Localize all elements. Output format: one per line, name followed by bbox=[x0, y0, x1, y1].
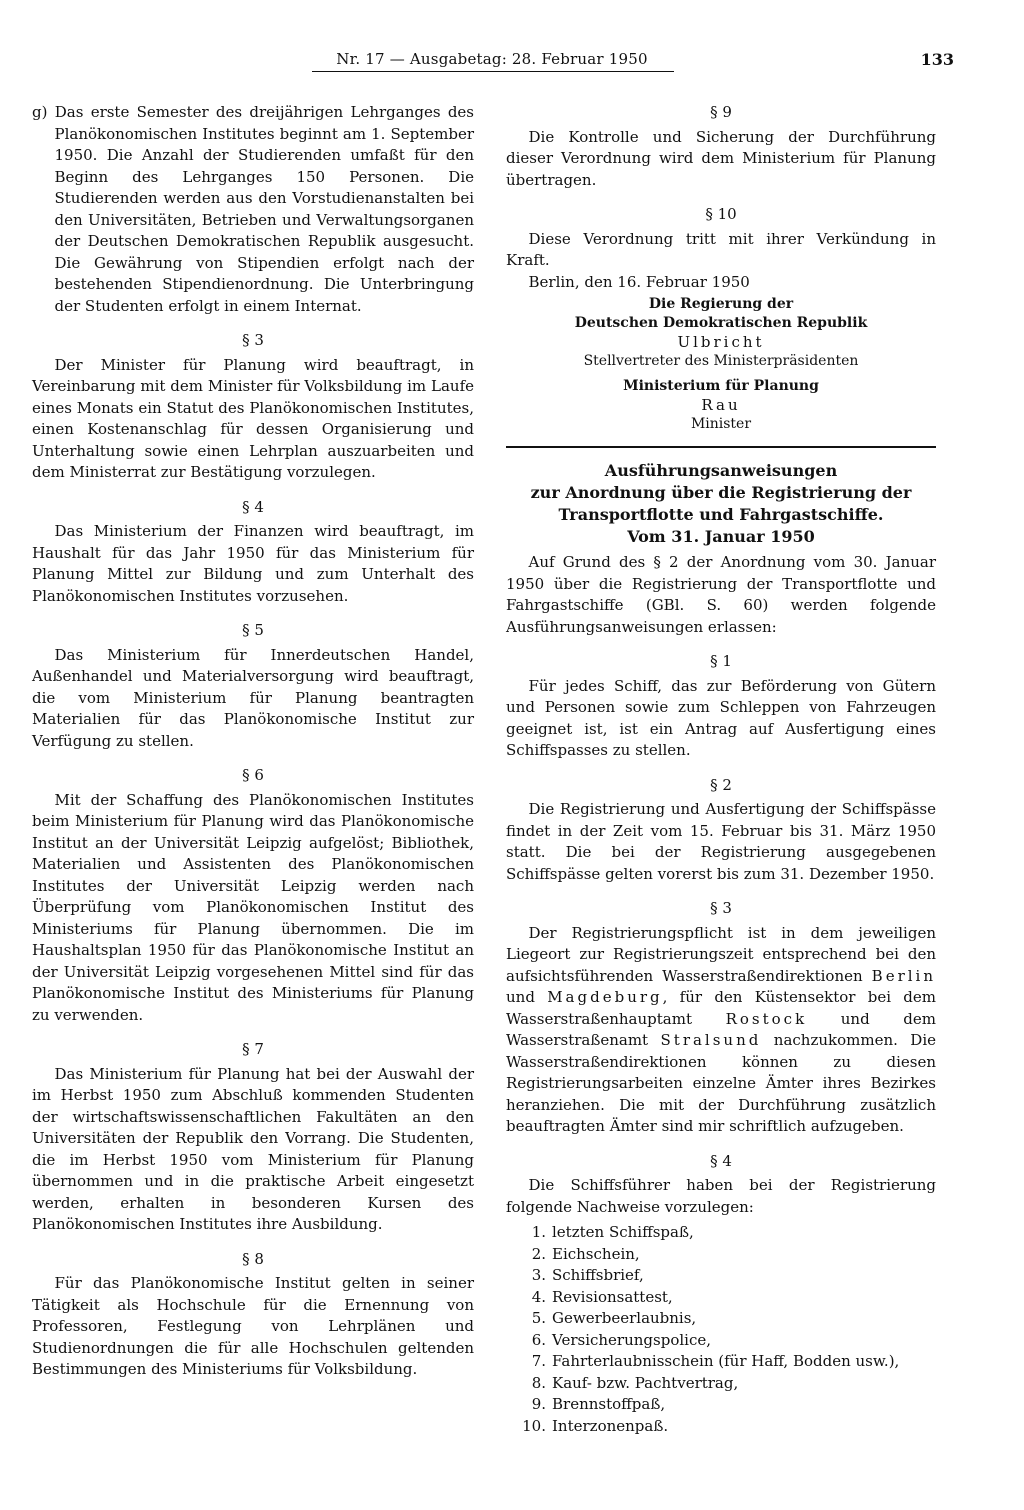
section-heading: § 3 bbox=[710, 899, 732, 917]
document-title: Transportflotte und Fahrgastschiffe. bbox=[558, 505, 884, 524]
list-item bbox=[520, 1373, 936, 1395]
list-item bbox=[520, 1244, 936, 1266]
section-text: Das Ministerium der Finanzen wird beauftragt, im Haushalt für das Jahr 1950 für das Ministerium für Planung Mittel zur Bildung und zum Unterhalt des Planökonomischen Institutes vorzusehen. bbox=[32, 522, 474, 605]
place-name: Magdeburg bbox=[547, 988, 663, 1006]
list-number: 8. bbox=[531, 1373, 546, 1392]
section-text: Mit der Schaffung des Planökonomischen Institutes beim Ministerium für Planung wird das Planökonomische Institut an der Universität Leipzig aufgelöst; Bibliothek, Materialien und Assistenten des Planökonomischen Institutes der Universität Leipzig werden nach Überprüfung vom Planökonomischen Institut des Ministeriums für Planung übernommen. Die im Haushaltsplan 1950 für das Planökonomische Institut an der Universität Leipzig vorgesehenen Mittel sind für das Planökonomische Institut des Ministeriums für Planung zu verwenden. bbox=[32, 790, 474, 1024]
list-item bbox=[520, 1351, 936, 1373]
paragraph-g: g) Das erste Semester des dreijährigen Lehrganges des Planökonomischen Institutes beginnt am 1. September 1950. Die Anzahl der Studierenden umfaßt für den Beginn des Lehrganges 150 Personen. Die Studierenden werden aus den Vorstudienanstalten bei den Universitäten, Betrieben und Verwaltungsorganen der Deutschen Demokratischen Republik ausgesucht. Die Gewährung von Stipendien erfolgt nach der bestehenden Stipendienordnung. Die Unterbringung der Studenten erfolgt in einem Internat. bbox=[32, 103, 474, 315]
page-number: 133 bbox=[920, 50, 954, 69]
section-heading: § 2 bbox=[710, 775, 732, 794]
section-heading: § 4 bbox=[710, 1151, 732, 1170]
list-item bbox=[520, 1287, 936, 1309]
signature-name: Rau bbox=[701, 396, 741, 414]
section-text bbox=[506, 923, 936, 1138]
document-list bbox=[506, 1222, 936, 1437]
list-text: Versicherungspolice, bbox=[552, 1330, 712, 1349]
list-text: Brennstoffpaß, bbox=[552, 1395, 666, 1413]
right-column bbox=[506, 102, 936, 1437]
section-heading: § 1 bbox=[710, 652, 732, 670]
list-item bbox=[520, 1308, 936, 1330]
text-run: nachzukommen. Die Wasserstraßendirektionen können zu diesen Registrierungsarbeiten einzelne Ämter ihres Bezirkes heranziehen. Die mit der Durchführung zusätzlich beauftragten Ämter sind mir schriftlich aufzugeben. bbox=[506, 1031, 936, 1135]
list-number: 2. bbox=[531, 1244, 546, 1263]
section-text: Für jedes Schiff, das zur Beförderung von Gütern und Personen sowie zum Schleppen von Fahrzeugen geeignet ist, ist ein Antrag auf Ausfertigung eines Schiffspasses zu stellen. bbox=[506, 676, 936, 759]
section-heading: § 8 bbox=[242, 1249, 264, 1268]
place-name: Rostock bbox=[725, 1009, 808, 1028]
signature-role: Minister bbox=[690, 416, 752, 432]
section-text: Das Ministerium für Innerdeutschen Handel, Außenhandel und Materialversorgung wird beauftragt, die vom Ministerium für Planung beantragten Materialien für das Planökonomische Institut zur Verfügung zu stellen. bbox=[32, 645, 474, 750]
list-item bbox=[520, 1394, 936, 1416]
section-text: Diese Verordnung tritt mit ihrer Verkündung in Kraft. bbox=[506, 229, 936, 269]
list-number: 7. bbox=[531, 1352, 546, 1370]
text-run: Der Registrierungspflicht ist in dem jeweiligen Liegeort zur Registrierungszeit entsprechend bei den aufsichtsführenden Wasserstraßendirektionen bbox=[506, 923, 936, 985]
place-date: Berlin, den 16. Februar 1950 bbox=[528, 272, 750, 291]
place-name: Stralsund bbox=[660, 1031, 762, 1049]
section-heading: § 10 bbox=[705, 205, 737, 223]
document-title: Ausführungsanweisungen bbox=[604, 461, 838, 480]
section-heading: § 7 bbox=[242, 1040, 264, 1058]
list-number: 1. bbox=[531, 1223, 546, 1241]
section-text: Das Ministerium für Planung hat bei der Auswahl der im Herbst 1950 zum Abschluß kommenden Studenten der wirtschaftswissenschaftlichen Fakultäten an den Universitäten der Republik den Vorrang. Die Studenten, die im Herbst 1950 vom Ministerium für Planung übernommen und in die praktische Arbeit eingesetzt werden, erhalten in besonderen Kursen des Planökonomischen Institutes ihre Ausbildung. bbox=[32, 1064, 474, 1233]
section-heading: § 6 bbox=[242, 766, 264, 784]
intro-text: Auf Grund des § 2 der Anordnung vom 30. Januar 1950 über die Registrierung der Transportflotte und Fahrgastschiffe (GBl. S. 60) werden folgende Ausführungsanweisungen erlassen: bbox=[506, 553, 936, 636]
list-text: Schiffsbrief, bbox=[552, 1266, 644, 1284]
signature-ministry: Ministerium für Planung bbox=[623, 378, 819, 394]
list-item bbox=[520, 1222, 936, 1244]
list-text: Gewerbeerlaubnis, bbox=[552, 1309, 697, 1327]
list-text: letzten Schiffspaß, bbox=[552, 1223, 694, 1241]
document-date: Vom 31. Januar 1950 bbox=[627, 527, 815, 546]
section-text: Die Schiffsführer haben bei der Registrierung folgende Nachweise vorzulegen: bbox=[506, 1176, 936, 1216]
header-rule bbox=[312, 71, 674, 72]
text-run: und dem Wasserstraßenamt bbox=[506, 1009, 936, 1049]
list-item bbox=[520, 1330, 936, 1352]
section-heading: § 9 bbox=[710, 103, 732, 121]
text-run: und bbox=[506, 988, 548, 1006]
section-heading: § 3 bbox=[242, 331, 264, 349]
list-text: Eichschein, bbox=[552, 1244, 640, 1263]
signature-government: Die Regierung der bbox=[648, 296, 794, 312]
place-name: Berlin bbox=[871, 966, 936, 985]
signature-block bbox=[506, 295, 936, 434]
list-item bbox=[520, 1265, 936, 1287]
list-number: 10. bbox=[522, 1416, 546, 1435]
list-number: 4. bbox=[531, 1287, 546, 1306]
text-run: , für den Küstensektor bei dem Wasserstraßenhauptamt bbox=[506, 988, 936, 1028]
section-text: Die Registrierung und Ausfertigung der Schiffspässe findet in der Zeit vom 15. Februar bis 31. März 1950 statt. Die bei der Registrierung ausgegebenen Schiffspässe gelten vorerst bis zum 31. Dezember 1950. bbox=[506, 800, 936, 883]
list-text: Fahrterlaubnisschein (für Haff, Bodden usw.), bbox=[552, 1352, 900, 1370]
list-text: Revisionsattest, bbox=[552, 1287, 673, 1306]
section-divider bbox=[506, 446, 936, 448]
page-header: Nr. 17 — Ausgabetag: 28. Februar 1950 bbox=[336, 50, 648, 68]
list-number: 9. bbox=[531, 1395, 546, 1413]
list-item bbox=[520, 1416, 936, 1438]
signature-name: Ulbricht bbox=[677, 333, 765, 351]
section-heading: § 5 bbox=[242, 621, 264, 639]
signature-role: Stellvertreter des Ministerpräsidenten bbox=[583, 353, 859, 369]
list-text: Kauf- bzw. Pachtvertrag, bbox=[552, 1373, 739, 1392]
list-number: 3. bbox=[531, 1266, 546, 1284]
list-number: 6. bbox=[531, 1330, 546, 1349]
document-title: zur Anordnung über die Registrierung der bbox=[530, 483, 912, 502]
section-text: Die Kontrolle und Sicherung der Durchführung dieser Verordnung wird dem Ministerium für Planung übertragen. bbox=[506, 127, 936, 189]
left-column bbox=[32, 102, 474, 1381]
signature-government: Deutschen Demokratischen Republik bbox=[574, 315, 868, 331]
list-text: Interzonenpaß. bbox=[552, 1416, 669, 1435]
list-number: 5. bbox=[531, 1309, 546, 1327]
section-heading: § 4 bbox=[242, 497, 264, 516]
section-text: Der Minister für Planung wird beauftragt, in Vereinbarung mit dem Minister für Volksbildung im Laufe eines Monats ein Statut des Planökonomischen Institutes, einen Kostenanschlag für dessen Organisierung und Unterhaltung sowie einen Lehrplan auszuarbeiten und dem Ministerrat zur Bestätigung vorzulegen. bbox=[32, 355, 474, 481]
section-text: Für das Planökonomische Institut gelten in seiner Tätigkeit als Hochschule für die Ernennung von Professoren, Festlegung von Lehrplänen und Studienordnungen die für alle Hochschulen geltenden Bestimmungen des Ministeriums für Volksbildung. bbox=[32, 1274, 474, 1378]
